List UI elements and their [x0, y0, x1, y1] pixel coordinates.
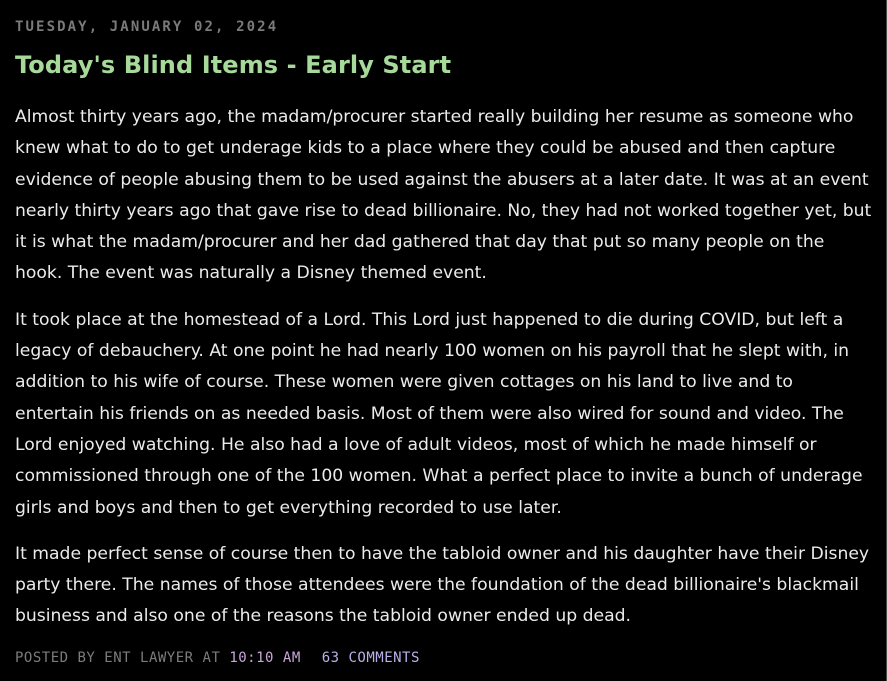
blog-post: [15, 0, 873, 668]
post-title-link[interactable]: Today's Blind Items - Early Start: [15, 51, 452, 79]
post-paragraph: It made perfect sense of course then to have the tabloid owner and his daughter have their Disney party there. The names of those attendees were the foundation of the dead billionaire's blackmail business and also one of the reasons the tabloid owner ended up dead.: [15, 543, 870, 627]
posted-by-label: POSTED BY: [15, 649, 96, 666]
post-author: ENT LAWYER: [104, 649, 194, 666]
post-paragraph: Almost thirty years ago, the madam/procurer started really building her resume as someone who knew what to do to get underage kids to a place where they could be abused and then capture evidence of people abusing them to be used against the abusers at a later date. It was at an event nearly thirty years ago that gave rise to dead billionaire. No, they had not worked together yet, but it is what the madam/procurer and her dad gathered that day that put so many people on the hook. The event was naturally a Disney themed event.: [15, 107, 872, 284]
date-header: TUESDAY, JANUARY 02, 2024: [15, 19, 279, 35]
at-label: AT: [202, 649, 221, 666]
post-footer: [15, 648, 873, 668]
comments-link[interactable]: 63 COMMENTS: [321, 649, 420, 666]
post-paragraph: It took place at the homestead of a Lord. This Lord just happened to die during COVID, but left a legacy of debauchery. At one point he had nearly 100 women on his payroll that he slept with, in addition to his wife of course. These women were given cottages on his land to live and to entertain his friends on as needed basis. Most of them were also wired for sound and video. The Lord enjoyed watching. He also had a love of adult videos, most of which he made himself or commissioned through one of the 100 women. What a perfect place to invite a bunch of underage girls and boys and then to get everything recorded to use later.: [15, 309, 863, 518]
post-time-link[interactable]: 10:10 AM: [229, 649, 301, 666]
post-body: [15, 102, 873, 633]
post-title: [15, 49, 873, 81]
